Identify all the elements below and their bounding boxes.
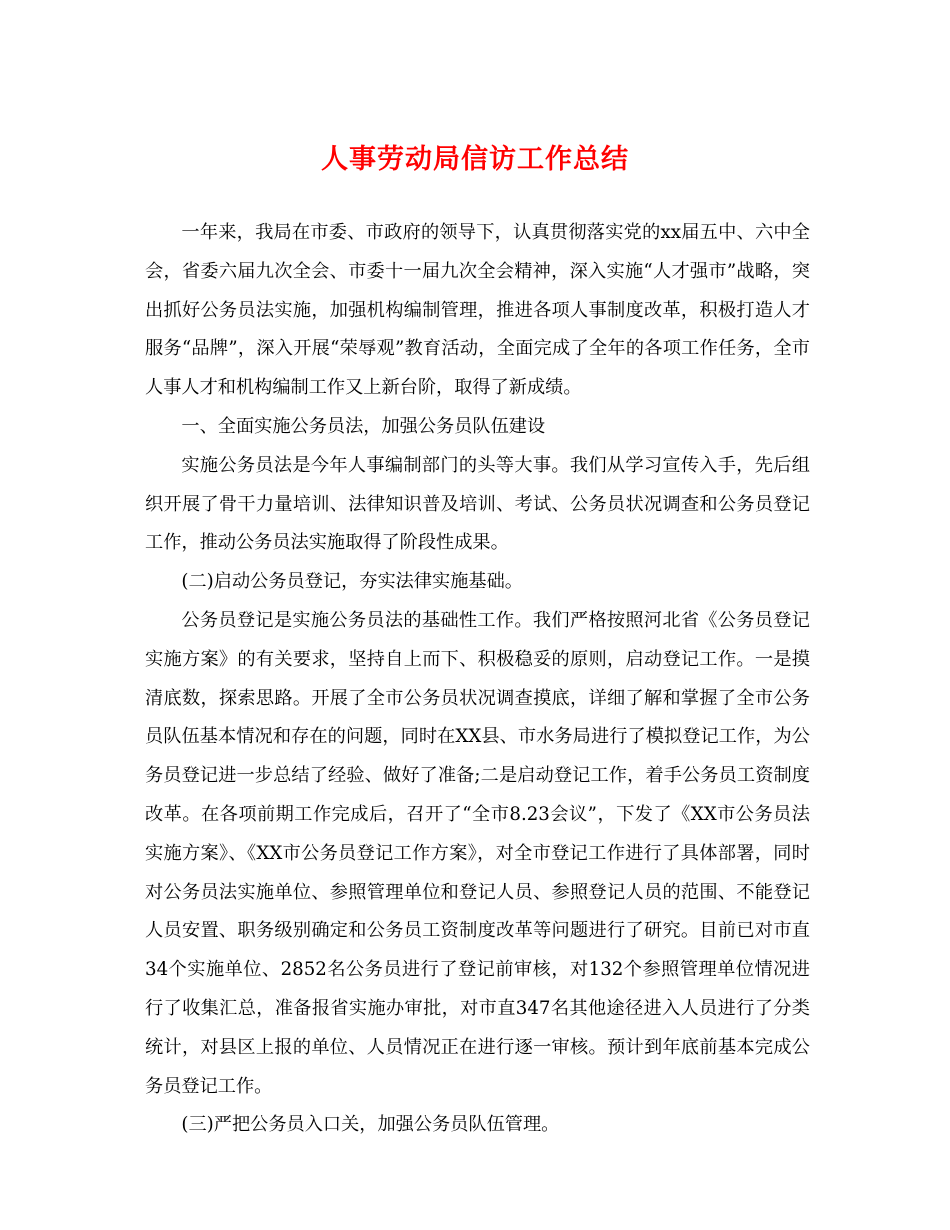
subsection-paragraph-2: 公务员登记是实施公务员法的基础性工作。我们严格按照河北省《公务员登记实施方案》的有关要求，坚持自上而下、积极稳妥的原则，启动登记工作。一是摸清底数，探索思路。开展了全市公务员状况调查摸底，详细了解和掌握了全市公务员队伍基本情况和存在的问题，同时在XX县、市水务局进行了模拟登记工作，为公务员登记进一步总结了经验、做好了准备;二是启动登记工作，着手公务员工资制度改革。在各项前期工作完成后，召开了“全市8.23会议”，下发了《XX市公务员法实施方案》、《XX市公务员登记工作方案》，对全市登记工作进行了具体部署，同时对公务员法实施单位、参照管理单位和登记人员、参照登记人员的范围、不能登记人员安置、职务级别确定和公务员工资制度改革等问题进行了研究。目前已对市直34个实施单位、2852名公务员进行了登记前审核，对132个参照管理单位情况进行了收集汇总，准备报省实施办审批，对市直347名其他途径进入人员进行了分类统计，对县区上报的单位、人员情况正在进行逐一审核。预计到年底前基本完成公务员登记工作。 — [145, 609, 810, 1097]
section-paragraph-1: 实施公务员法是今年人事编制部门的头等大事。我们从学习宣传入手，先后组织开展了骨干力量培训、法律知识普及培训、考试、公务员状况调查和公务员登记工作，推动公务员法实施取得了阶段性成果。 — [145, 454, 810, 554]
section-heading-1: 一、全面实施公务员法，加强公务员队伍建设 — [181, 415, 546, 437]
intro-paragraph: 一年来，我局在市委、市政府的领导下，认真贯彻落实党的xx届五中、六中全会，省委六届九次全会、市委十一届九次全会精神，深入实施“人才强市”战略，突出抓好公务员法实施，加强机构编制管理，推进各项人事制度改革，积极打造人才服务“品牌”，深入开展“荣辱观”教育活动，全面完成了全年的各项工作任务，全市人事人才和机构编制工作又上新台阶，取得了新成绩。 — [145, 222, 810, 399]
subsection-heading-2: (二)启动公务员登记，夯实法律实施基础。 — [181, 571, 523, 593]
document-body — [145, 214, 810, 1145]
subsection-heading-3: (三)严把公务员入口关，加强公务员队伍管理。 — [181, 1114, 560, 1136]
document-title: 人事劳动局信访工作总结 — [321, 144, 629, 175]
